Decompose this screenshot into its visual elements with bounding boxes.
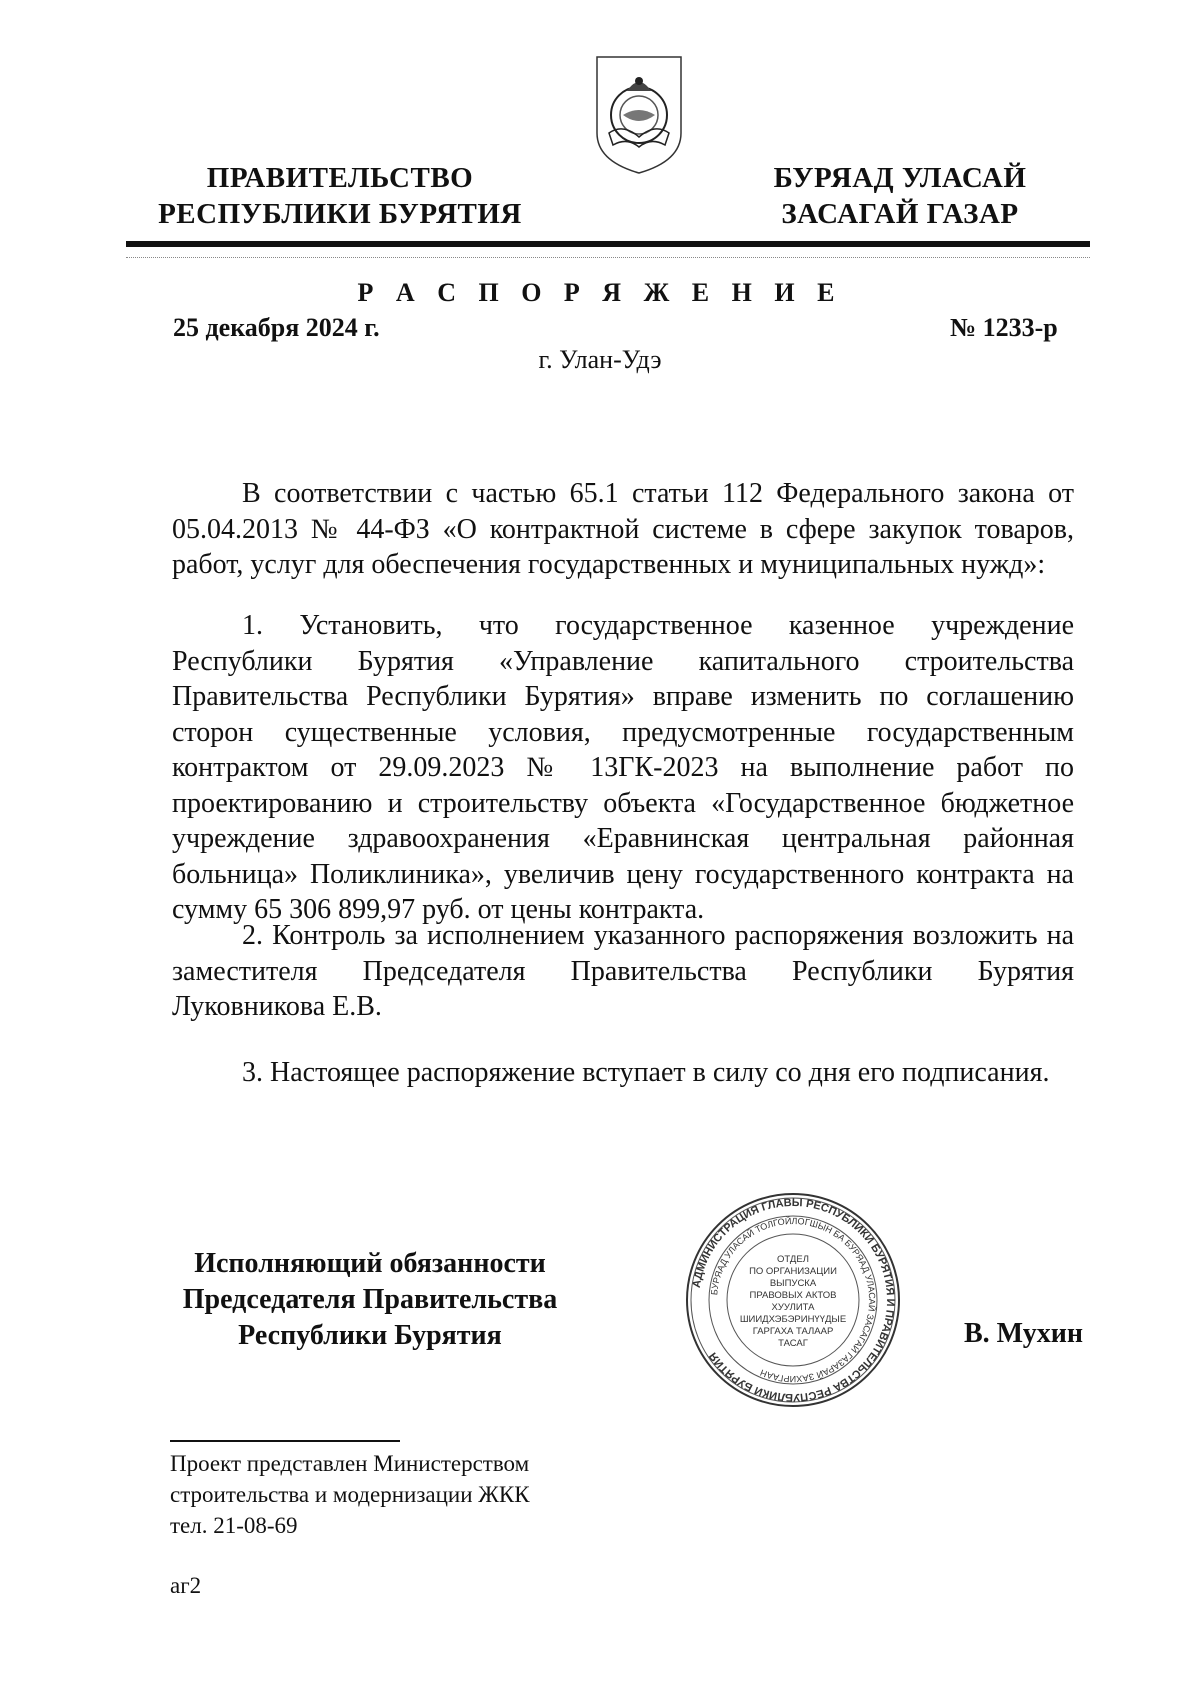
stamp-center-line: ПО ОРГАНИЗАЦИИ bbox=[749, 1266, 837, 1277]
item-2-paragraph: 2. Контроль за исполнением указанного распоряжения возложить на заместителя Председателя Правительства Республики Бурятия Луковникова Е.В. bbox=[172, 920, 1074, 1022]
stamp-outer-text: АДМИНИСТРАЦИЯ ГЛАВЫ РЕСПУБЛИКИ БУРЯТИЯ И ПРАВИТЕЛЬСТВА РЕСПУБЛИКИ БУРЯТИЯ bbox=[690, 1196, 897, 1404]
footnote-line: Проект представлен Министерством bbox=[170, 1451, 530, 1476]
preamble-paragraph: В соответствии с частью 65.1 статьи 112 Федерального закона от 05.04.2013 № 44-ФЗ «О контрактной системе в сфере закупок товаров, работ, услуг для обеспечения государственных и муниципальных нужд»: bbox=[172, 478, 1074, 580]
footnote-divider bbox=[170, 1440, 400, 1442]
header-divider-thick bbox=[126, 241, 1090, 247]
document-date: 25 декабря 2024 г. bbox=[173, 313, 380, 342]
signer-position-line: Республики Бурятия bbox=[238, 1320, 502, 1351]
official-stamp bbox=[683, 1190, 903, 1410]
signer-position-line: Исполняющий обязанности bbox=[194, 1248, 546, 1279]
coat-of-arms-icon bbox=[593, 53, 685, 177]
org-name-line: РЕСПУБЛИКИ БУРЯТИЯ bbox=[158, 198, 522, 230]
signer-position-line: Председателя Правительства bbox=[182, 1284, 558, 1315]
footnote-line: строительства и модернизации ЖКК bbox=[170, 1482, 530, 1507]
stamp-center-line: ПРАВОВЫХ АКТОВ bbox=[749, 1290, 837, 1301]
item-1-paragraph: 1. Установить, что государственное казенное учреждение Республики Бурятия «Управление капитального строительства Правительства Республики Бурятия» вправе изменить по соглашению сторон существенные условия, предусмотренные государственным контрактом от 29.09.2023 № 13ГК-2023 на выполнение работ по проектированию и строительству объекта «Государственное бюджетное учреждение здравоохранения «Еравнинская центральная районная больница» Поликлиника», увеличив цену государственного контракта на сумму 65 306 899,97 руб. от цены контракта. bbox=[172, 610, 1074, 925]
stamp-center-line: ТАСАГ bbox=[778, 1338, 808, 1349]
reference-code: аг2 bbox=[170, 1573, 202, 1598]
stamp-center-line: ХУУЛИТА bbox=[771, 1302, 815, 1313]
signer-name: В. Мухин bbox=[964, 1318, 1083, 1349]
footnote-line: тел. 21-08-69 bbox=[170, 1513, 298, 1538]
stamp-inner-text: БУРЯАД УЛАСАЙ ТОЛГОЙЛОГШЫН БА БУРЯАД УЛАСАЙ ЗАСАГАЙ ГАЗАРАЙ ЗАХИРГААН bbox=[709, 1215, 878, 1385]
document-number: № 1233-р bbox=[950, 313, 1058, 342]
stamp-center-line: ОТДЕЛ bbox=[777, 1254, 809, 1265]
org-name-line: БУРЯАД УЛАСАЙ bbox=[773, 162, 1027, 194]
org-name-buryat bbox=[735, 160, 1065, 232]
org-name-russian bbox=[150, 160, 530, 232]
header-divider-thin bbox=[126, 257, 1090, 258]
signer-position bbox=[160, 1246, 580, 1354]
document-type: Р А С П О Р Я Ж Е Н И Е bbox=[357, 278, 843, 307]
stamp-center-line: ГАРГАХА ТАЛААР bbox=[752, 1326, 834, 1337]
footnote bbox=[170, 1448, 530, 1541]
org-name-line: ЗАСАГАЙ ГАЗАР bbox=[781, 198, 1019, 230]
org-name-line: ПРАВИТЕЛЬСТВО bbox=[206, 162, 474, 194]
stamp-center-line: ВЫПУСКА bbox=[769, 1278, 817, 1289]
stamp-center-line: ШИИДХЭБЭРИНҮҮДЫЕ bbox=[739, 1314, 847, 1325]
document-city: г. Улан-Удэ bbox=[538, 345, 662, 374]
item-3-paragraph: 3. Настоящее распоряжение вступает в силу со дня его подписания. bbox=[242, 1057, 1050, 1088]
